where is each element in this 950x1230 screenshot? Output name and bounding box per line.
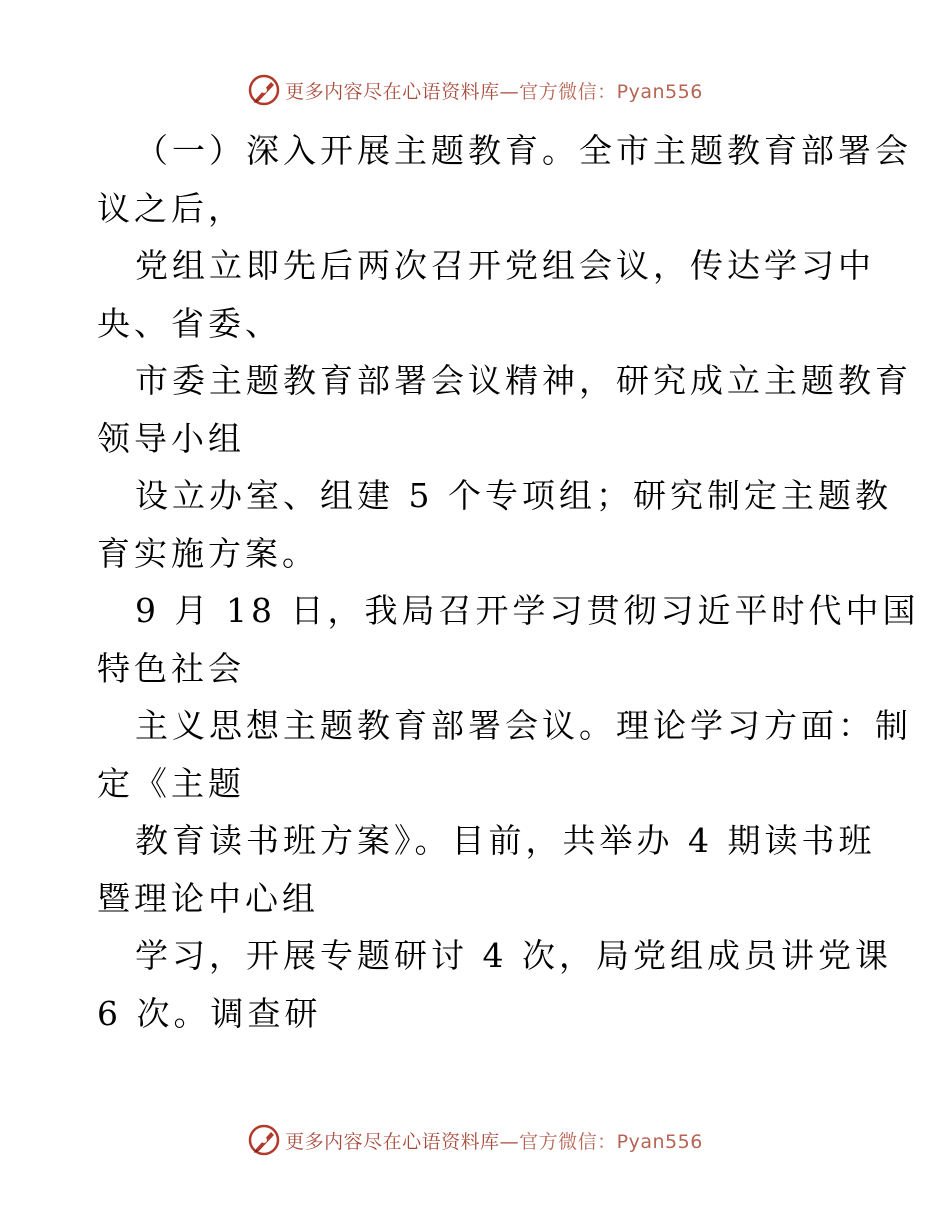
paragraph-first-line: 党组立即先后两次召开党组会议，传达学习中: [135, 246, 875, 285]
header-watermark: [0, 70, 950, 110]
pen-logo-icon: [247, 1123, 281, 1157]
paragraph: [97, 352, 912, 467]
paragraph-continuation-line: 议之后，: [97, 188, 245, 228]
watermark-text: 更多内容尽在心语资料库—官方微信：Pyan556: [285, 1130, 703, 1153]
paragraph-first-line: （一）深入开展主题教育。全市主题教育部署会: [135, 131, 912, 170]
footer-watermark: [0, 1120, 950, 1160]
paragraph-continuation-line: 6 次。调查研: [97, 993, 322, 1033]
paragraph: [97, 697, 912, 812]
paragraph-continuation-line: 育实施方案。: [97, 533, 319, 573]
paragraph: [97, 467, 892, 582]
paragraph: [97, 122, 912, 237]
paragraph-first-line: 设立办室、组建 5 个专项组；研究制定主题教: [135, 476, 892, 515]
paragraph-first-line: 教育读书班方案》。目前，共举办 4 期读书班: [135, 821, 876, 860]
paragraph: [97, 582, 920, 697]
document-body: [97, 122, 920, 1042]
paragraph-first-line: 学习，开展专题研讨 4 次，局党组成员讲党课: [135, 936, 892, 975]
paragraph-first-line: 9 月 18 日，我局召开学习贯彻习近平时代中国: [135, 591, 920, 630]
paragraph-continuation-line: 央、省委、: [97, 303, 282, 343]
paragraph-continuation-line: 暨理论中心组: [97, 878, 319, 918]
paragraph-continuation-line: 领导小组: [97, 418, 245, 458]
paragraph: [97, 927, 892, 1042]
pen-logo-icon: [247, 73, 281, 107]
paragraph-first-line: 主义思想主题教育部署会议。理论学习方面：制: [135, 706, 912, 745]
paragraph: [97, 237, 875, 352]
paragraph: [97, 812, 876, 927]
paragraph-continuation-line: 定《主题: [97, 763, 245, 803]
paragraph-continuation-line: 特色社会: [97, 648, 245, 688]
watermark-text: 更多内容尽在心语资料库—官方微信：Pyan556: [285, 80, 703, 103]
paragraph-first-line: 市委主题教育部署会议精神，研究成立主题教育: [135, 361, 912, 400]
